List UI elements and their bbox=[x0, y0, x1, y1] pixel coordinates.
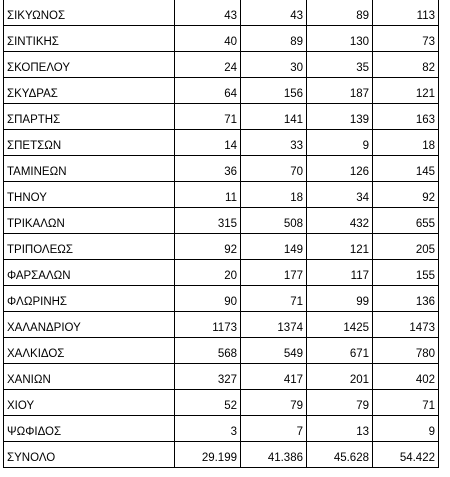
value-cell: 126 bbox=[307, 156, 373, 182]
row-name-cell: ΧΑΛΚΙΔΟΣ bbox=[4, 338, 175, 364]
value-cell: 43 bbox=[241, 0, 307, 26]
row-name-cell: ΣΠΑΡΤΗΣ bbox=[4, 104, 175, 130]
value-cell: 33 bbox=[241, 130, 307, 156]
value-cell: 417 bbox=[241, 364, 307, 390]
table-row bbox=[4, 78, 439, 104]
table-row bbox=[4, 208, 439, 234]
value-cell: 9 bbox=[307, 130, 373, 156]
value-cell: 402 bbox=[373, 364, 439, 390]
value-cell: 117 bbox=[307, 260, 373, 286]
value-cell: 35 bbox=[307, 52, 373, 78]
value-cell: 1425 bbox=[307, 312, 373, 338]
row-name-cell: ΨΩΦΙΔΟΣ bbox=[4, 416, 175, 442]
table-row bbox=[4, 156, 439, 182]
row-name-cell: ΣΚΥΔΡΑΣ bbox=[4, 78, 175, 104]
value-cell: 568 bbox=[175, 338, 241, 364]
table-row bbox=[4, 104, 439, 130]
total-label-cell: ΣΥΝΟΛΟ bbox=[4, 442, 175, 468]
value-cell: 11 bbox=[175, 182, 241, 208]
value-cell: 18 bbox=[373, 130, 439, 156]
value-cell: 121 bbox=[373, 78, 439, 104]
value-cell: 1473 bbox=[373, 312, 439, 338]
value-cell: 130 bbox=[307, 26, 373, 52]
value-cell: 79 bbox=[307, 390, 373, 416]
row-name-cell: ΦΑΡΣΑΛΩΝ bbox=[4, 260, 175, 286]
table-row bbox=[4, 338, 439, 364]
row-name-cell: ΤΡΙΚΑΛΩΝ bbox=[4, 208, 175, 234]
row-name-cell: ΤΗΝΟΥ bbox=[4, 182, 175, 208]
value-cell: 432 bbox=[307, 208, 373, 234]
value-cell: 327 bbox=[175, 364, 241, 390]
row-name-cell: ΧΙΟΥ bbox=[4, 390, 175, 416]
value-cell: 201 bbox=[307, 364, 373, 390]
value-cell: 18 bbox=[241, 182, 307, 208]
value-cell: 155 bbox=[373, 260, 439, 286]
value-cell: 99 bbox=[307, 286, 373, 312]
value-cell: 149 bbox=[241, 234, 307, 260]
row-name-cell: ΦΛΩΡΙΝΗΣ bbox=[4, 286, 175, 312]
row-name-cell: ΤΑΜΙΝΕΩΝ bbox=[4, 156, 175, 182]
table-row bbox=[4, 364, 439, 390]
table-row bbox=[4, 260, 439, 286]
value-cell: 64 bbox=[175, 78, 241, 104]
value-cell: 121 bbox=[307, 234, 373, 260]
table-row bbox=[4, 416, 439, 442]
total-value-cell: 29.199 bbox=[175, 442, 241, 468]
table-row bbox=[4, 130, 439, 156]
value-cell: 136 bbox=[373, 286, 439, 312]
value-cell: 92 bbox=[175, 234, 241, 260]
row-name-cell: ΣΚΟΠΕΛΟΥ bbox=[4, 52, 175, 78]
value-cell: 163 bbox=[373, 104, 439, 130]
value-cell: 43 bbox=[175, 0, 241, 26]
table-row bbox=[4, 390, 439, 416]
value-cell: 70 bbox=[241, 156, 307, 182]
value-cell: 315 bbox=[175, 208, 241, 234]
value-cell: 89 bbox=[241, 26, 307, 52]
data-table bbox=[3, 0, 439, 468]
table-row bbox=[4, 52, 439, 78]
value-cell: 655 bbox=[373, 208, 439, 234]
value-cell: 73 bbox=[373, 26, 439, 52]
value-cell: 671 bbox=[307, 338, 373, 364]
value-cell: 156 bbox=[241, 78, 307, 104]
value-cell: 141 bbox=[241, 104, 307, 130]
value-cell: 90 bbox=[175, 286, 241, 312]
value-cell: 205 bbox=[373, 234, 439, 260]
total-value-cell: 54.422 bbox=[373, 442, 439, 468]
total-value-cell: 41.386 bbox=[241, 442, 307, 468]
value-cell: 1374 bbox=[241, 312, 307, 338]
row-name-cell: ΣΙΚΥΩΝΟΣ bbox=[4, 0, 175, 26]
value-cell: 36 bbox=[175, 156, 241, 182]
value-cell: 30 bbox=[241, 52, 307, 78]
table-row bbox=[4, 286, 439, 312]
value-cell: 13 bbox=[307, 416, 373, 442]
value-cell: 20 bbox=[175, 260, 241, 286]
row-name-cell: ΣΠΕΤΣΩΝ bbox=[4, 130, 175, 156]
value-cell: 71 bbox=[241, 286, 307, 312]
value-cell: 9 bbox=[373, 416, 439, 442]
table-row bbox=[4, 234, 439, 260]
value-cell: 780 bbox=[373, 338, 439, 364]
value-cell: 1173 bbox=[175, 312, 241, 338]
total-value-cell: 45.628 bbox=[307, 442, 373, 468]
value-cell: 71 bbox=[373, 390, 439, 416]
value-cell: 34 bbox=[307, 182, 373, 208]
value-cell: 139 bbox=[307, 104, 373, 130]
row-name-cell: ΧΑΝΙΩΝ bbox=[4, 364, 175, 390]
value-cell: 92 bbox=[373, 182, 439, 208]
value-cell: 508 bbox=[241, 208, 307, 234]
table-row bbox=[4, 26, 439, 52]
value-cell: 549 bbox=[241, 338, 307, 364]
value-cell: 89 bbox=[307, 0, 373, 26]
row-name-cell: ΣΙΝΤΙΚΗΣ bbox=[4, 26, 175, 52]
table-row bbox=[4, 312, 439, 338]
table-row bbox=[4, 182, 439, 208]
table-row bbox=[4, 0, 439, 26]
value-cell: 145 bbox=[373, 156, 439, 182]
value-cell: 177 bbox=[241, 260, 307, 286]
value-cell: 40 bbox=[175, 26, 241, 52]
value-cell: 52 bbox=[175, 390, 241, 416]
value-cell: 71 bbox=[175, 104, 241, 130]
row-name-cell: ΧΑΛΑΝΔΡΙΟΥ bbox=[4, 312, 175, 338]
value-cell: 7 bbox=[241, 416, 307, 442]
total-row bbox=[4, 442, 439, 468]
value-cell: 79 bbox=[241, 390, 307, 416]
value-cell: 3 bbox=[175, 416, 241, 442]
value-cell: 187 bbox=[307, 78, 373, 104]
value-cell: 24 bbox=[175, 52, 241, 78]
value-cell: 113 bbox=[373, 0, 439, 26]
spreadsheet bbox=[3, 0, 439, 468]
row-name-cell: ΤΡΙΠΟΛΕΩΣ bbox=[4, 234, 175, 260]
value-cell: 82 bbox=[373, 52, 439, 78]
value-cell: 14 bbox=[175, 130, 241, 156]
